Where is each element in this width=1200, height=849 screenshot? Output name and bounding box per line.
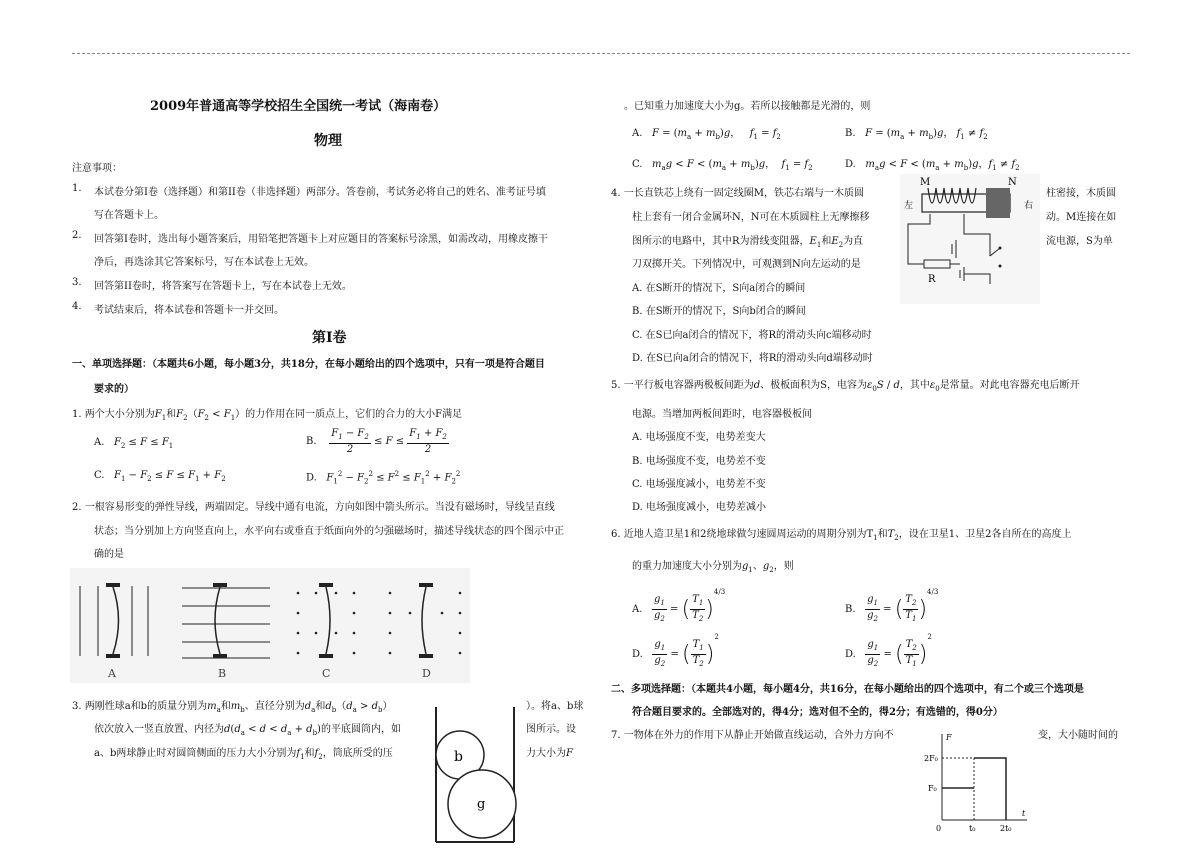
q2-label-b: B bbox=[218, 667, 227, 680]
q5-text-c: ，其中 bbox=[899, 380, 930, 391]
section-heading bbox=[72, 355, 545, 370]
notice-item-num: 1. bbox=[72, 183, 82, 194]
label-m: M bbox=[920, 177, 931, 188]
section2-desc-cont: 符合题目要求的。全部选对的，得4分；选对但不全的，得2分；有选错的，得0分） bbox=[632, 707, 1003, 718]
q3-option-d: D. $m_ag < F < (m_a + m_b)g$，$f_1 \ne f_2$ bbox=[845, 159, 1020, 172]
q4-right-3: 流电源，S为单 bbox=[1046, 236, 1113, 247]
q3-text-r3: 力大小为 bbox=[526, 748, 566, 759]
q3-right-1: ）。将a、b球 bbox=[526, 701, 584, 712]
q4-option-b: B. 在S断开的情况下，S向b闭合的瞬间 bbox=[632, 306, 806, 317]
section2-heading bbox=[611, 680, 1084, 695]
q1-text-mid: 和 bbox=[166, 409, 177, 420]
q2-label-c: C bbox=[322, 667, 331, 680]
q4-text-d: 为直 bbox=[843, 236, 864, 247]
q2-line1: 2. 一根容易形变的弹性导线，两端固定。导线中通有电流，方向如图中箭头所示。当没有磁场时，导线呈直线 bbox=[72, 502, 555, 513]
q3-text-line3b: 和 bbox=[304, 748, 315, 759]
q2-figure-bg bbox=[70, 568, 470, 683]
q3-options-stem: 。已知重力加速度大小为g。若所以接触都是光滑的，则 bbox=[624, 101, 871, 112]
q3-line1: 3. 两刚性球a和b的质量分别为$m_a$和$m_b$、直径分别为$d_a$和$d_b(d_a > d_b)$ bbox=[72, 701, 393, 714]
q5-line2: 电源。当增加两板间距时，电容器极板间 bbox=[632, 409, 812, 420]
q7-force-graph bbox=[922, 730, 1032, 835]
q6-line1: 6. 近地人造卫星1和2绕地球做匀速圆周运动的周期分别为$T_1$和$T_2$，设在卫星1、卫星2各自所在的高度上 bbox=[611, 529, 1072, 542]
q4-line4: 刀双掷开关。下列情况中，可观测到N向左运动的是 bbox=[632, 259, 861, 270]
q5-text-a: 5. 一平行板电容器两极板间距为 bbox=[611, 380, 754, 391]
q4-option-a: A. 在S断开的情况下，S向a闭合的瞬间 bbox=[632, 283, 806, 294]
q4-circuit-figure bbox=[900, 174, 1040, 304]
q4-text-c: 图所示的电路中，其中R为滑线变阻器， bbox=[632, 236, 810, 247]
notice-item-num: 3. bbox=[72, 277, 82, 288]
ring-n bbox=[986, 188, 1010, 218]
q2-label-a: A bbox=[108, 667, 116, 680]
q1-text-end: 的力作用在同一质点上，它们的合力的大小F满足 bbox=[245, 409, 463, 420]
q3-text-line3c: ，筒底所受的压 bbox=[322, 748, 393, 759]
notice-item-text: 本试卷分第Ⅰ卷（选择题）和第II卷（非选择题）两部分。答卷前，考试务必将自己的姓名、准考证号填 bbox=[94, 187, 546, 198]
q2-figure bbox=[70, 568, 470, 683]
x-axis-label: t bbox=[1022, 809, 1026, 818]
q3-option-c: C. $m_ag < F < (m_a + m_b)g$， $f_1 = f_2$ bbox=[632, 159, 813, 172]
q3-option-b: B. $F = (m_a + m_b)g$， $f_1 \ne f_2$ bbox=[845, 128, 988, 141]
section-desc: （本题共6小题，每小题3分，共18分，在每小题给出的四个选项中，只有一项是符合题目 bbox=[152, 359, 545, 370]
q3-text-c: 、直径分别为 bbox=[244, 701, 305, 712]
notice-heading: 注意事项： bbox=[72, 163, 122, 174]
q6-option-d: D. $\frac{g_1}{g_2}$ = ( $\frac{T_2}{T_1}$ )$^2$ bbox=[845, 633, 932, 668]
q3-line2: 依次放入一竖直放置、内径为$d(d_a < d < d_a + d_b)$的平底圆筒内，如 bbox=[94, 724, 401, 737]
notice-item-text: 净后，再选涂其它答案标号，写在本试卷上无效。 bbox=[94, 257, 314, 268]
q3-line3: a、b两球静止时对圆筒侧面的压力大小分别为$f_1$和$f_2$，筒底所受的压 bbox=[94, 748, 393, 761]
force-segment-2 bbox=[974, 758, 1006, 820]
x-tick-2t0: 2t₀ bbox=[1000, 824, 1012, 833]
label-left: 左 bbox=[904, 201, 914, 211]
q4-line2: 柱上套有一闭合金属环N，N可在木质圆柱上无摩擦移 bbox=[632, 212, 870, 223]
notice-item-num: 2. bbox=[72, 230, 82, 241]
notice-item-num: 4. bbox=[72, 301, 82, 312]
q6-text-a: 6. 近地人造卫星1和2绕地球做匀速圆周运动的周期分别为T bbox=[611, 529, 874, 540]
q3-right-3: 力大小为F bbox=[526, 748, 573, 759]
q3-text-d: 的平底圆筒内，如 bbox=[320, 724, 401, 735]
q6-line2: 的重力加速度大小分别为$g_1$、$g_2$，则 bbox=[632, 561, 794, 574]
notice-item-text: 回答第II卷时，将答案写在答题卡上，写在本试卷上无效。 bbox=[94, 281, 352, 292]
notice-item-text: 回答第Ⅰ卷时，选出每小题答案后，用铅笔把答题卡上对应题目的答案标号涂黑，如需改动，用橡皮擦干 bbox=[94, 234, 548, 245]
q3-cylinder-figure bbox=[430, 707, 520, 847]
label-n: N bbox=[1008, 177, 1017, 188]
y-tick-2f0: 2F₀ bbox=[924, 754, 938, 763]
section-desc-cont: 要求的） bbox=[94, 384, 134, 395]
q1-text: 1. 两个大小分别为 bbox=[72, 409, 155, 420]
q5-option-b: B. 电场强度不变，电势差不变 bbox=[632, 456, 766, 467]
notice-item-text: 考试结束后，将本试卷和答题卡一并交回。 bbox=[94, 305, 284, 316]
notice-item-text: 写在答题卡上。 bbox=[94, 210, 164, 221]
q1-option-b: B. $\frac{F_1 - F_2}{2}$ ≤ F ≤ $\frac{F_1 + F_2}{2}$ bbox=[306, 428, 447, 455]
part-title: 第Ⅰ卷 bbox=[312, 330, 347, 346]
q4-option-d: D. 在S已向a闭合的情况下，将R的滑动头向d端移动时 bbox=[632, 353, 873, 364]
q1-option-a: A. $F_2 \le F \le F_1$ bbox=[94, 437, 174, 450]
section-label: 一、单项选择题： bbox=[72, 359, 152, 370]
label-right: 右 bbox=[1024, 201, 1034, 211]
q5-text-b: 、极板面积为S，电容为 bbox=[760, 380, 867, 391]
q1-option-d: D. $F_1^2 - F_2^2 \le F^2 \le F_1^2 + F_2^2$ bbox=[306, 470, 461, 486]
q2-line2: 状态；当分别加上方向竖直向上，水平向右或垂直于纸面向外的匀强磁场时，描述导线状态的四个图示中正 bbox=[94, 526, 564, 537]
q3-text-line3a: a、b两球静止时对圆筒侧面的压力大小分别为 bbox=[94, 748, 297, 759]
y-axis-label: F bbox=[946, 733, 952, 742]
q2-line3: 确的是 bbox=[94, 549, 124, 560]
q6-option-c: D. $\frac{g_1}{g_2}$ = ( $\frac{T_1}{T_2}$ )$^2$ bbox=[632, 633, 719, 668]
q6-text-b: 和 bbox=[877, 529, 888, 540]
q6-text-c: ，设在卫星1、卫星2各自所在的高度上 bbox=[898, 529, 1072, 540]
q5-line1: 5. 一平行板电容器两极板间距为d、极板面积为S，电容为$\varepsilon_0S$ / d，其中$\varepsilon_0$是常量。对此电容器充电后断开 bbox=[611, 380, 1080, 393]
section2-desc: （本题共4小题，每小题4分，共16分，在每小题给出的四个选项中，有二个或三个选项是 bbox=[691, 684, 1084, 695]
q3-option-a: A. $F = (m_a + m_b)g$， $f_1 = f_2$ bbox=[632, 128, 781, 141]
label-r: R bbox=[928, 274, 936, 285]
question-1-stem: 1. 两个大小分别为$F_1$和$F_2(F_2 < F_1)$的力作用在同一质点上，它们的合力的大小F满足 bbox=[72, 409, 463, 422]
q7-line1-right: 变，大小随时间的 bbox=[1038, 730, 1118, 741]
q5-text-d: 是常量。对此电容器充电后断开 bbox=[939, 380, 1080, 391]
q5-option-a: A. 电场强度不变，电势差变大 bbox=[632, 432, 766, 443]
q3-text-a: 3. 两刚性球a和b的质量分别为 bbox=[72, 701, 208, 712]
q4-option-c: C. 在S已向a闭合的情况下，将R的滑动头向c端移动时 bbox=[632, 330, 872, 341]
y-tick-f0: F₀ bbox=[928, 784, 937, 793]
q5-option-c: C. 电场强度减小，电势差不变 bbox=[632, 479, 766, 490]
q4-right-2: 动。M连接在如 bbox=[1046, 212, 1117, 223]
q3-text-line2: 依次放入一竖直放置、内径为 bbox=[94, 724, 224, 735]
q1-option-c: C. $F_1 - F_2 \le F \le F_1 + F_2$ bbox=[94, 470, 226, 483]
q3-text-and: 和 bbox=[315, 701, 326, 712]
q4-line1: 4. 一长直铁芯上绕有一固定线圈M，铁芯右端与一木质圆 bbox=[611, 188, 864, 199]
q6-text-e: ，则 bbox=[773, 561, 794, 572]
q4-right-1: 柱密接，木质圆 bbox=[1046, 188, 1116, 199]
q3-right-2: 图所示。设 bbox=[526, 724, 576, 735]
q7-line1: 7. 一物体在外力的作用下从静止开始做直线运动，合外力方向不 bbox=[611, 730, 894, 741]
q6-option-b: B. $\frac{g_1}{g_2}$ = ( $\frac{T_2}{T_1}$ )$^{4/3}$ bbox=[845, 588, 939, 623]
q5-option-d: D. 电场强度减小，电势差减小 bbox=[632, 502, 767, 513]
q3-text-b: 和 bbox=[220, 701, 231, 712]
page-title: 2009年普通高等学校招生全国统一考试（海南卷） bbox=[150, 99, 447, 114]
q2-label-d: D bbox=[422, 667, 431, 680]
x-tick-t0: t₀ bbox=[969, 824, 976, 833]
q6-text-d: 的重力加速度大小分别为 bbox=[632, 561, 742, 572]
origin-label: 0 bbox=[936, 824, 942, 833]
q6-option-a: A. $\frac{g_1}{g_2}$ = ( $\frac{T_1}{T_2}$ )$^{4/3}$ bbox=[632, 588, 726, 623]
ball-a-label: g bbox=[477, 797, 486, 812]
q4-line3: 图所示的电路中，其中R为滑线变阻器，$E_1$和$E_2$为直 bbox=[632, 236, 864, 249]
subject-title: 物理 bbox=[314, 133, 342, 149]
section2-label: 二、多项选择题： bbox=[611, 684, 691, 695]
top-dashed-rule bbox=[72, 53, 1130, 54]
ball-b-label: b bbox=[454, 749, 463, 765]
